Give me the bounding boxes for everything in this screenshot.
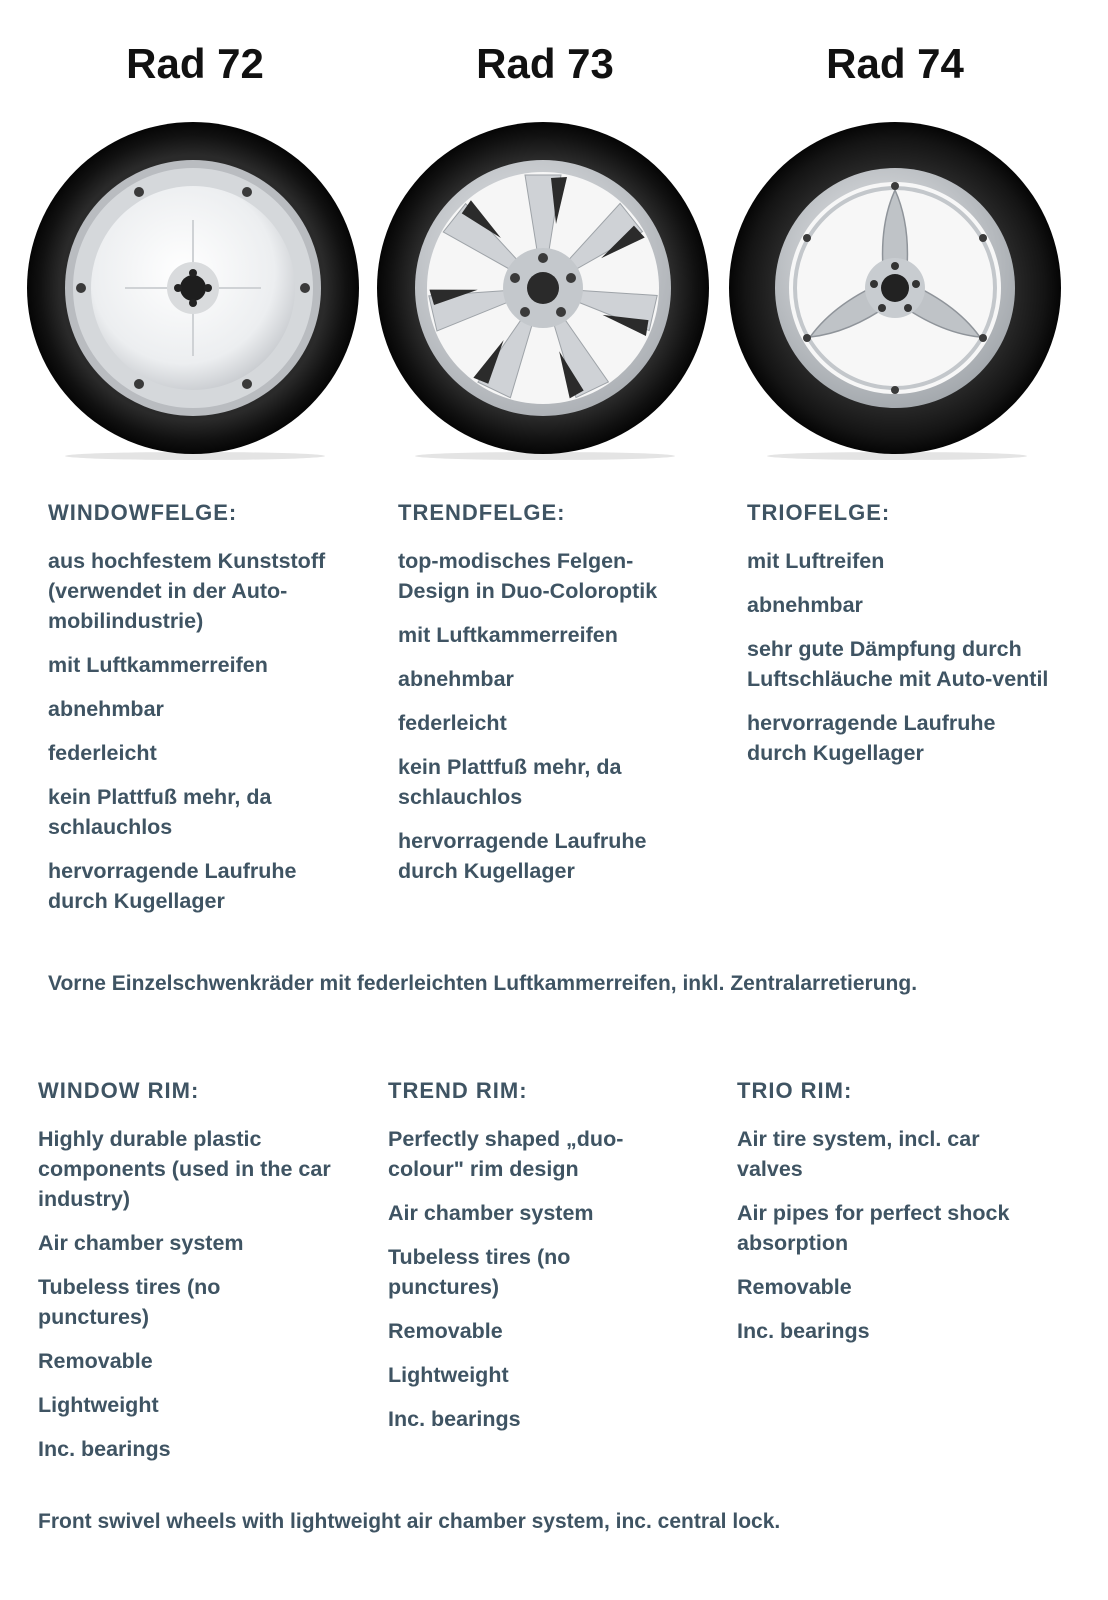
spec-heading: TRIO RIM: bbox=[737, 1078, 853, 1103]
spec-item: kein Plattfuß mehr, da schlauchlos bbox=[48, 785, 272, 839]
spec-item: Inc. bearings bbox=[737, 1319, 870, 1343]
wheel-rad-73-image bbox=[375, 120, 715, 460]
spec-item: Removable bbox=[737, 1275, 852, 1299]
spec-item: federleicht bbox=[48, 741, 157, 765]
spec-item: aus hochfestem Kunststoff (verwendet in der Auto-mobilindustrie) bbox=[48, 549, 326, 633]
spec-item: kein Plattfuß mehr, da schlauchlos bbox=[398, 755, 622, 809]
spec-list bbox=[398, 546, 698, 886]
spec-item: Inc. bearings bbox=[388, 1407, 521, 1431]
spec-column-trend-rim bbox=[388, 1078, 668, 1448]
spec-column-trio-rim bbox=[737, 1078, 1057, 1360]
title-rad-72: Rad 72 bbox=[126, 40, 264, 87]
spec-item: Removable bbox=[388, 1319, 503, 1343]
spec-item: Highly durable plastic components (used in the car industry) bbox=[38, 1127, 331, 1211]
wheel-rad-72-image bbox=[25, 120, 365, 460]
spec-list bbox=[48, 546, 378, 916]
spec-item: abnehmbar bbox=[48, 697, 164, 721]
wheel-rad-74-image bbox=[727, 120, 1067, 460]
spec-item: hervorragende Laufruhe durch Kugellager bbox=[747, 711, 996, 765]
spec-item: Lightweight bbox=[388, 1363, 509, 1387]
spec-heading: WINDOWFELGE: bbox=[48, 500, 238, 525]
spec-item: Air tire system, incl. car valves bbox=[737, 1127, 980, 1181]
german-front-wheel-note: Vorne Einzelschwenkräder mit federleichten Luftkammerreifen, inkl. Zentralarretierung. bbox=[48, 972, 918, 995]
spec-item: Tubeless tires (no punctures) bbox=[388, 1245, 571, 1299]
spec-item: mit Luftreifen bbox=[747, 549, 885, 573]
spec-item: abnehmbar bbox=[747, 593, 863, 617]
spec-item: Tubeless tires (no punctures) bbox=[38, 1275, 221, 1329]
english-front-wheel-note: Front swivel wheels with lightweight air chamber system, inc. central lock. bbox=[38, 1510, 781, 1533]
spec-heading: WINDOW RIM: bbox=[38, 1078, 200, 1103]
spec-column-window-rim bbox=[38, 1078, 338, 1478]
spec-item: Air chamber system bbox=[38, 1231, 244, 1255]
spec-item: hervorragende Laufruhe durch Kugellager bbox=[48, 859, 297, 913]
spec-item: Air pipes for perfect shock absorption bbox=[737, 1201, 1010, 1255]
spec-list bbox=[38, 1124, 338, 1464]
spec-column-windowfelge bbox=[48, 500, 378, 930]
spec-heading: TRIOFELGE: bbox=[747, 500, 891, 525]
spec-item: mit Luftkammerreifen bbox=[398, 623, 618, 647]
spec-item: mit Luftkammerreifen bbox=[48, 653, 268, 677]
spec-item: federleicht bbox=[398, 711, 507, 735]
spec-column-triofelge bbox=[747, 500, 1067, 782]
title-rad-74: Rad 74 bbox=[826, 40, 964, 87]
spec-list bbox=[388, 1124, 668, 1434]
spec-item: top-modisches Felgen-Design in Duo-Coloroptik bbox=[398, 549, 658, 603]
spec-item: hervorragende Laufruhe durch Kugellager bbox=[398, 829, 647, 883]
spec-list bbox=[737, 1124, 1057, 1346]
title-rad-73: Rad 73 bbox=[476, 40, 614, 87]
spec-heading: TRENDFELGE: bbox=[398, 500, 566, 525]
spec-item: sehr gute Dämpfung durch Luftschläuche mit Auto-ventil bbox=[747, 637, 1049, 691]
spec-item: abnehmbar bbox=[398, 667, 514, 691]
spec-list bbox=[747, 546, 1067, 768]
spec-column-trendfelge bbox=[398, 500, 698, 900]
spec-item: Lightweight bbox=[38, 1393, 159, 1417]
spec-heading: TREND RIM: bbox=[388, 1078, 528, 1103]
spec-item: Removable bbox=[38, 1349, 153, 1373]
spec-item: Inc. bearings bbox=[38, 1437, 171, 1461]
spec-item: Air chamber system bbox=[388, 1201, 594, 1225]
spec-item: Perfectly shaped „duo-colour" rim design bbox=[388, 1127, 624, 1181]
